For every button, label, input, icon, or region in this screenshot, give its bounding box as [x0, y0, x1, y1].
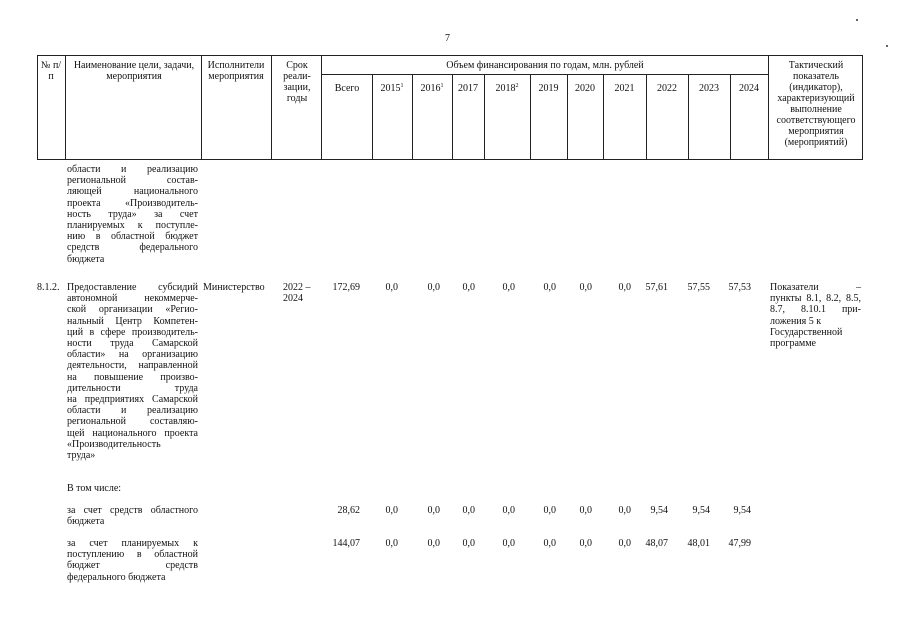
year-footnote-mark: 1	[440, 83, 444, 89]
federal-value: 0,0	[543, 538, 556, 549]
year-label: 2018	[495, 83, 516, 94]
year-label: 2015	[380, 83, 401, 94]
row-name-line: дительности труда	[67, 382, 198, 394]
federal-value: 48,07	[645, 538, 668, 549]
header-year-2021	[603, 83, 646, 94]
federal-value: 0,0	[462, 538, 475, 549]
scan-speck	[886, 45, 888, 47]
row-indicator-line: ложения 5 к	[770, 315, 822, 327]
federal-value: 144,07	[332, 538, 360, 549]
header-funding: Объем финансирования по годам, млн. рублей	[446, 60, 644, 71]
federal-name-line: федерального бюджета	[67, 571, 166, 583]
regional-value: 9,54	[692, 505, 710, 516]
header-executor: Исполнители мероприятия	[207, 60, 265, 82]
row-value: 57,53	[728, 282, 751, 293]
header-year-2017	[452, 83, 484, 94]
row-value: 0,0	[385, 282, 398, 293]
regional-value: 0,0	[502, 505, 515, 516]
federal-name-line: за счет планируемых к	[67, 538, 198, 549]
regional-name-line: за счет средств областного	[67, 505, 198, 516]
year-footnote-mark: 1	[400, 83, 404, 89]
row-value: 172,69	[332, 282, 360, 293]
header-num: № п/п	[40, 60, 62, 82]
row-indicator-line: программе	[770, 338, 816, 349]
continuation-line: планируемых к поступле-	[67, 220, 198, 231]
row-term-line: 2022 –	[283, 282, 311, 293]
regional-value: 0,0	[543, 505, 556, 516]
continuation-line: нию в областной бюджет	[67, 231, 198, 243]
row-indicator-line: пункты 8.1, 8.2, 8.5,	[770, 293, 861, 305]
row-name-line: ций в сфере производитель-	[67, 326, 198, 338]
row-name-line: нальный Центр Компетен-	[67, 315, 198, 327]
federal-value: 0,0	[427, 538, 440, 549]
header-indicator: Тактический показатель (индикатор), характеризующий выполнение соответствующего мероприятия (мероприятий)	[776, 60, 856, 148]
continuation-line: области и реализацию	[67, 164, 198, 175]
continuation-line: бюджета	[67, 253, 105, 265]
including-label: В том числе:	[67, 483, 122, 494]
row-value: 0,0	[502, 282, 515, 293]
scan-speck	[856, 19, 858, 21]
regional-value: 9,54	[650, 505, 668, 516]
year-label: 2019	[538, 83, 559, 94]
row-value: 0,0	[579, 282, 592, 293]
continuation-line: проекта «Производитель-	[67, 197, 198, 209]
year-label: 2016	[420, 83, 441, 94]
row-name-line: автономной некоммерче-	[67, 293, 198, 305]
year-label: 2017	[458, 83, 478, 94]
row-indicator-line: Государственной	[770, 326, 843, 338]
year-label: 2021	[614, 83, 635, 94]
federal-name-line: поступлению в областной	[67, 549, 198, 561]
header-year-2024	[730, 83, 768, 94]
year-label: 2023	[699, 83, 719, 94]
regional-value: 0,0	[579, 505, 592, 516]
header-name: Наименование цели, задачи, мероприятия	[73, 60, 195, 82]
row-name-line: труда»	[67, 450, 96, 461]
regional-value: 0,0	[618, 505, 631, 516]
header-year-2016	[412, 83, 452, 94]
row-executor: Министерство	[203, 282, 265, 293]
regional-value: 0,0	[385, 505, 398, 516]
continuation-line: региональной состав-	[67, 175, 198, 187]
year-label: 2022	[657, 83, 677, 94]
row-name-line: области» на организацию	[67, 349, 198, 361]
year-label: 2024	[739, 83, 759, 94]
header-year-2022	[646, 83, 688, 94]
year-footnote-mark: 2	[515, 83, 519, 89]
row-value: 0,0	[543, 282, 556, 293]
row-term-line: 2024	[283, 293, 303, 305]
federal-value: 47,99	[728, 538, 751, 549]
row-indicator-line: 8.7, 8.10.1 при-	[770, 304, 861, 316]
federal-value: 0,0	[385, 538, 398, 549]
header-year-2020	[567, 83, 603, 94]
regional-value: 0,0	[462, 505, 475, 516]
federal-value: 0,0	[579, 538, 592, 549]
row-value: 0,0	[462, 282, 475, 293]
federal-value: 0,0	[502, 538, 515, 549]
header-total: Всего	[334, 83, 360, 94]
header-year-2018	[484, 83, 530, 94]
row-name-line: щей национального проекта	[67, 427, 198, 439]
header-year-2019	[530, 83, 567, 94]
regional-value: 0,0	[427, 505, 440, 516]
federal-value: 0,0	[618, 538, 631, 549]
row-value: 57,55	[687, 282, 710, 293]
row-number: 8.1.2.	[37, 282, 60, 293]
continuation-line: ность труда» за счет	[67, 208, 198, 220]
regional-value: 9,54	[733, 505, 751, 516]
row-name-line: региональной составляю-	[67, 416, 198, 428]
continuation-line: средств федерального	[67, 242, 198, 254]
year-label: 2020	[575, 83, 595, 94]
header-year-2015	[372, 83, 412, 94]
continuation-line: ляющей национального	[67, 186, 198, 198]
row-indicator-line: Показатели –	[770, 282, 861, 293]
row-name-line: Предоставление субсидий	[67, 282, 198, 293]
row-value: 0,0	[618, 282, 631, 293]
federal-name-line: бюджет средств	[67, 560, 198, 572]
row-name-line: области и реализацию	[67, 405, 198, 417]
row-name-line: деятельности, направленной	[67, 360, 198, 372]
row-value: 57,61	[645, 282, 668, 293]
row-name-line: «Производительность	[67, 438, 161, 450]
regional-value: 28,62	[337, 505, 360, 516]
row-name-line: на предприятиях Самарской	[67, 394, 198, 405]
row-name-line: ности труда Самарской	[67, 338, 198, 349]
federal-value: 48,01	[687, 538, 710, 549]
regional-name-line: бюджета	[67, 516, 105, 528]
header-term: Срок реали-зации, годы	[283, 60, 311, 104]
row-value: 0,0	[427, 282, 440, 293]
page-number: 7	[445, 33, 450, 44]
row-name-line: на повышение произво-	[67, 371, 198, 383]
header-year-2023	[688, 83, 730, 94]
row-name-line: ской организации «Регио-	[67, 304, 198, 316]
